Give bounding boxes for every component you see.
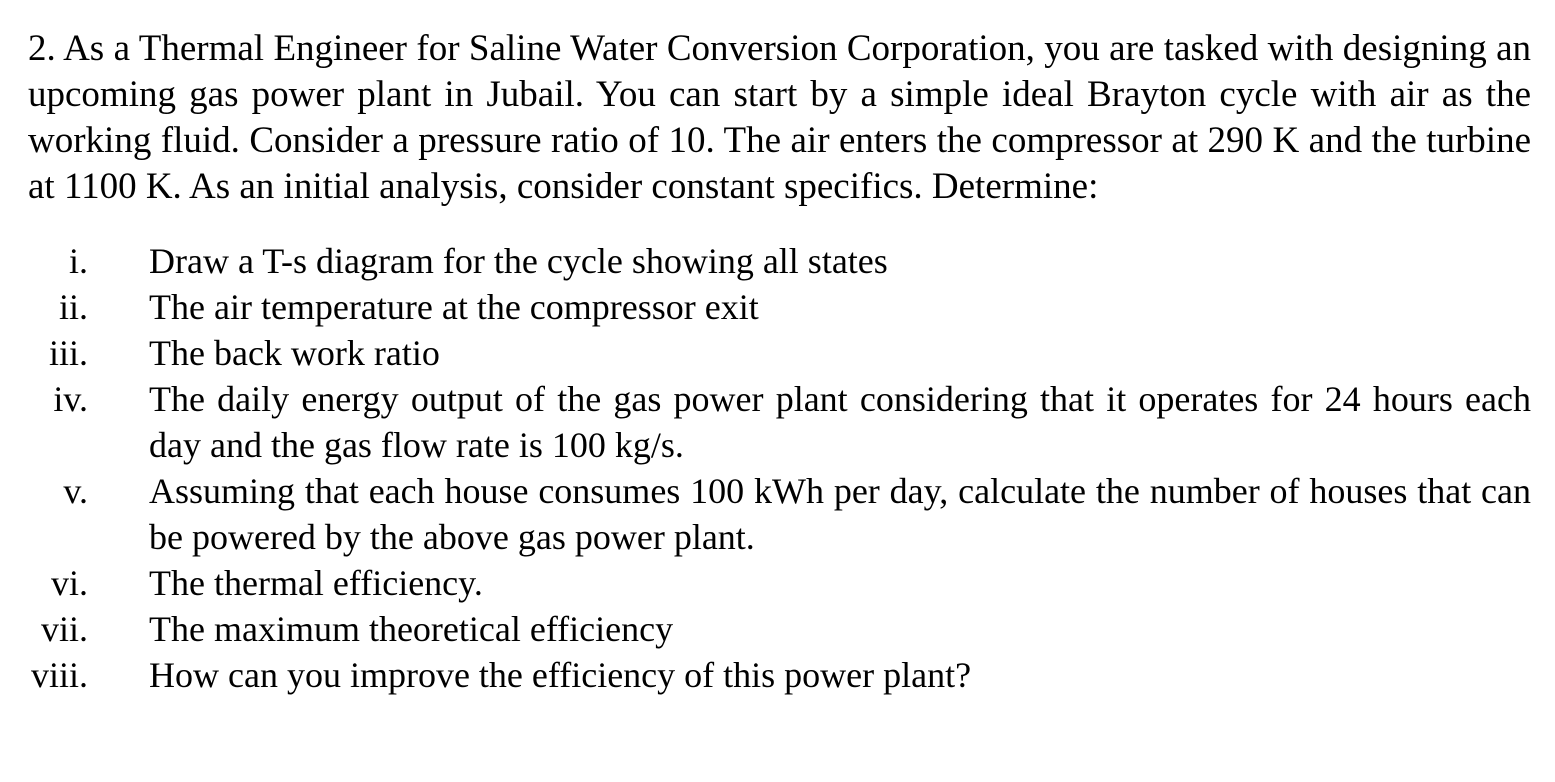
- item-text: The maximum theoretical efficiency: [149, 609, 674, 649]
- item-text: How can you improve the efficiency of this power plant?: [149, 655, 972, 695]
- list-item: [28, 560, 1531, 606]
- item-numeral: viii.: [30, 655, 88, 695]
- item-text: The air temperature at the compressor exit: [149, 287, 759, 327]
- list-item: [28, 606, 1531, 652]
- item-numeral: vii.: [40, 609, 88, 649]
- list-item: [28, 284, 1531, 330]
- question-item-list: [28, 238, 1531, 698]
- list-item: [28, 330, 1531, 376]
- list-item: [28, 238, 1531, 284]
- list-item: [28, 468, 1531, 560]
- list-item: [28, 376, 1531, 468]
- item-numeral: vi.: [50, 563, 88, 603]
- item-numeral: ii.: [58, 287, 88, 327]
- item-text: The daily energy output of the gas power plant considering that it operates for 24 hours each day and the gas flow rate is 100 kg/s.: [149, 379, 1531, 465]
- item-numeral: iv.: [53, 379, 88, 419]
- item-text: Draw a T-s diagram for the cycle showing all states: [149, 241, 888, 281]
- list-item: [28, 652, 1531, 698]
- item-text: The back work ratio: [149, 333, 440, 373]
- item-numeral: i.: [68, 241, 88, 281]
- item-numeral: iii.: [48, 333, 88, 373]
- item-text: The thermal efficiency.: [149, 563, 483, 603]
- item-numeral: v.: [63, 471, 88, 511]
- question-statement: 2. As a Thermal Engineer for Saline Water Conversion Corporation, you are tasked with designing an upcoming gas power plant in Jubail. You can start by a simple ideal Brayton cycle with air as the working fluid. Consider a pressure ratio of 10. The air enters the compressor at 290 K and the turbine at 1100 K. As an initial analysis, consider constant specifics. Determine:: [28, 28, 1531, 207]
- item-text: Assuming that each house consumes 100 kWh per day, calculate the number of houses that can be powered by the above gas power plant.: [149, 471, 1531, 557]
